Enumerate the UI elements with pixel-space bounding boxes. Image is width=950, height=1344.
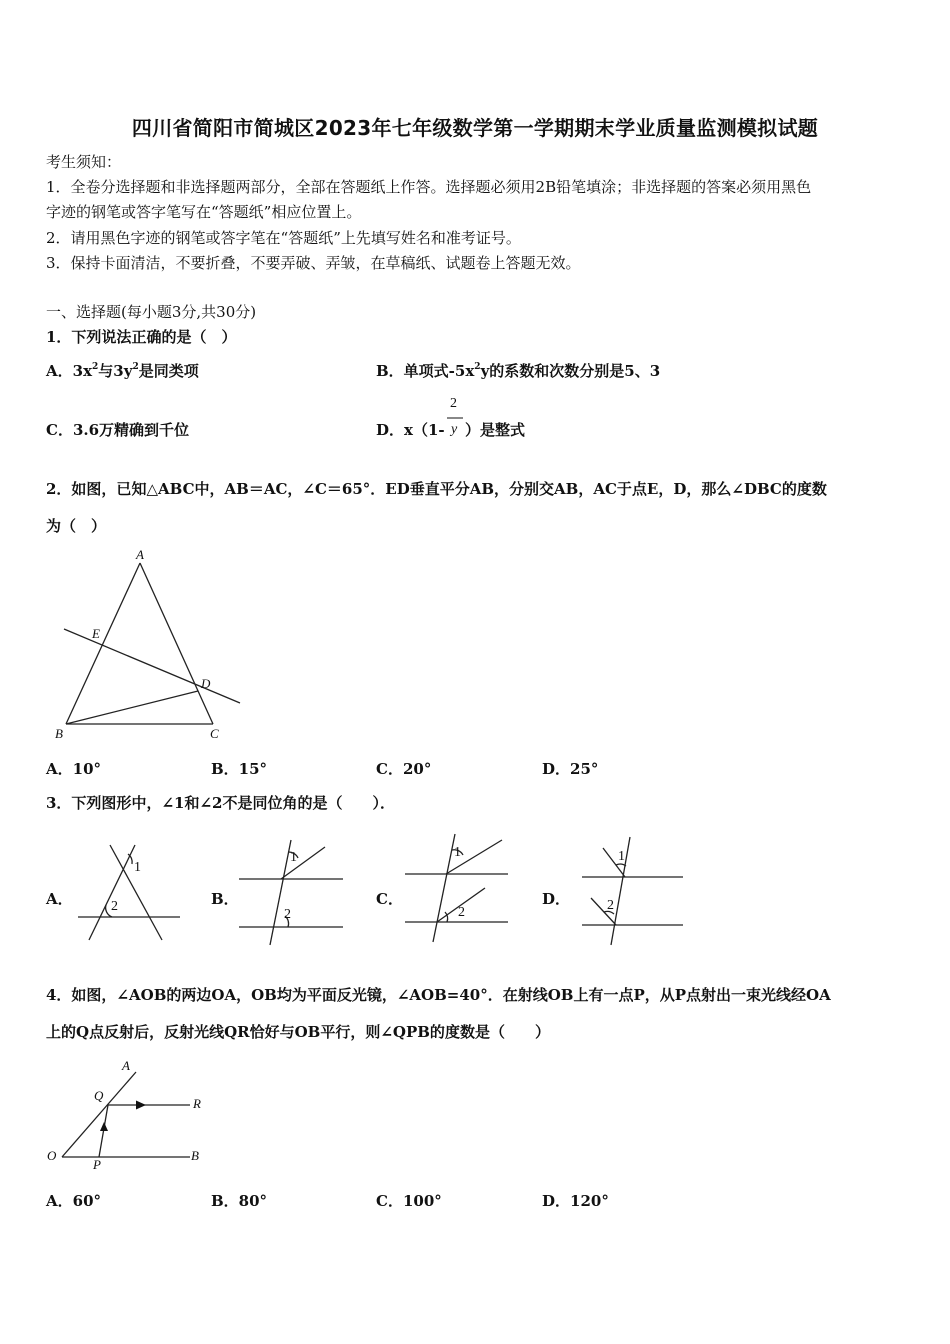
- point-label-a: A: [122, 1058, 130, 1073]
- point-label-p: P: [93, 1157, 101, 1172]
- point-label-b: B: [191, 1148, 199, 1163]
- angle-label-2: 2: [111, 899, 118, 914]
- q4-option-b: B．80°: [211, 1192, 268, 1210]
- fraction-denominator: y: [451, 422, 458, 437]
- q3-option-b: B．: [211, 890, 239, 908]
- q3-option-c: C．: [376, 890, 403, 908]
- point-label-d: D: [201, 676, 211, 691]
- q3-option-d: D．: [542, 890, 571, 908]
- notice-item: 2．请用黑色字迹的钢笔或答字笔在“答题纸”上先填写姓名和准考证号。: [46, 229, 521, 247]
- q1-option-b: B．单项式$-5x^2y$的系数和次数分别是5、3: [376, 362, 661, 380]
- notice-item: 1．全卷分选择题和非选择题两部分，全部在答题纸上作答。选择题必须用2B铅笔填涂；非选择题的答案必须用黑色: [46, 178, 812, 196]
- angle-label-1: 1: [134, 860, 141, 875]
- angle-label-1: 1: [290, 850, 297, 865]
- q1-option-a: A．$3x^2$与$3y^2$是同类项: [46, 362, 199, 380]
- point-label-o: O: [47, 1148, 57, 1163]
- notice-heading: 考生须知：: [46, 153, 122, 171]
- angle-label-1: 1: [618, 849, 625, 864]
- notice-item: 字迹的钢笔或答字笔写在“答题纸”相应位置上。: [46, 203, 362, 221]
- page-title: 四川省简阳市简城区2023年七年级数学第一学期期末学业质量监测模拟试题: [131, 116, 819, 140]
- q4-option-d: D．120°: [542, 1192, 609, 1210]
- q4-option-c: C．100°: [376, 1192, 442, 1210]
- point-label-b: B: [55, 726, 63, 741]
- q2-option-c: C．20°: [376, 760, 432, 778]
- angle-label-2: 2: [284, 907, 291, 922]
- q4-stem-cont: 上的Q点反射后，反射光线QR恰好与OB平行，则∠QPB的度数是（ ）: [46, 1023, 550, 1041]
- point-label-q: Q: [94, 1088, 104, 1103]
- q1-option-d-pre: D．x（1-: [376, 421, 445, 439]
- q2-option-a: A．10°: [46, 760, 102, 778]
- q1-stem: 1．下列说法正确的是（ ）: [46, 328, 237, 346]
- q3-option-a: A．: [46, 890, 73, 908]
- point-label-e: E: [92, 626, 100, 641]
- q1-option-c: C．3.6万精确到千位: [46, 421, 190, 439]
- angle-label-1: 1: [454, 845, 461, 860]
- point-label-c: C: [210, 726, 219, 741]
- section-heading: 一、选择题(每小题3分,共30分): [46, 303, 257, 321]
- q2-option-b: B．15°: [211, 760, 268, 778]
- angle-label-2: 2: [607, 898, 614, 913]
- notice-item: 3．保持卡面清洁，不要折叠，不要弄破、弄皱，在草稿纸、试题卷上答题无效。: [46, 254, 581, 272]
- q4-option-a: A．60°: [46, 1192, 102, 1210]
- q1-option-d-post: ）是整式: [465, 421, 526, 439]
- point-label-r: R: [193, 1096, 201, 1111]
- q2-stem: 2．如图，已知△ABC中，AB＝AC，∠C＝65°．ED垂直平分AB，分别交AB，AC于点E，D，那么∠DBC的度数: [46, 480, 827, 498]
- q2-option-d: D．25°: [542, 760, 599, 778]
- q4-stem: 4．如图，∠AOB的两边OA，OB均为平面反光镜，∠AOB=40°．在射线OB上有一点P，从P点射出一束光线经OA: [46, 986, 831, 1004]
- angle-label-2: 2: [458, 905, 465, 920]
- point-label-a: A: [136, 547, 144, 562]
- q3-stem: 3．下列图形中，∠1和∠2不是同位角的是（ ）．: [46, 794, 395, 812]
- q2-stem-cont: 为（ ）: [46, 517, 107, 535]
- fraction-numerator: 2: [450, 396, 457, 411]
